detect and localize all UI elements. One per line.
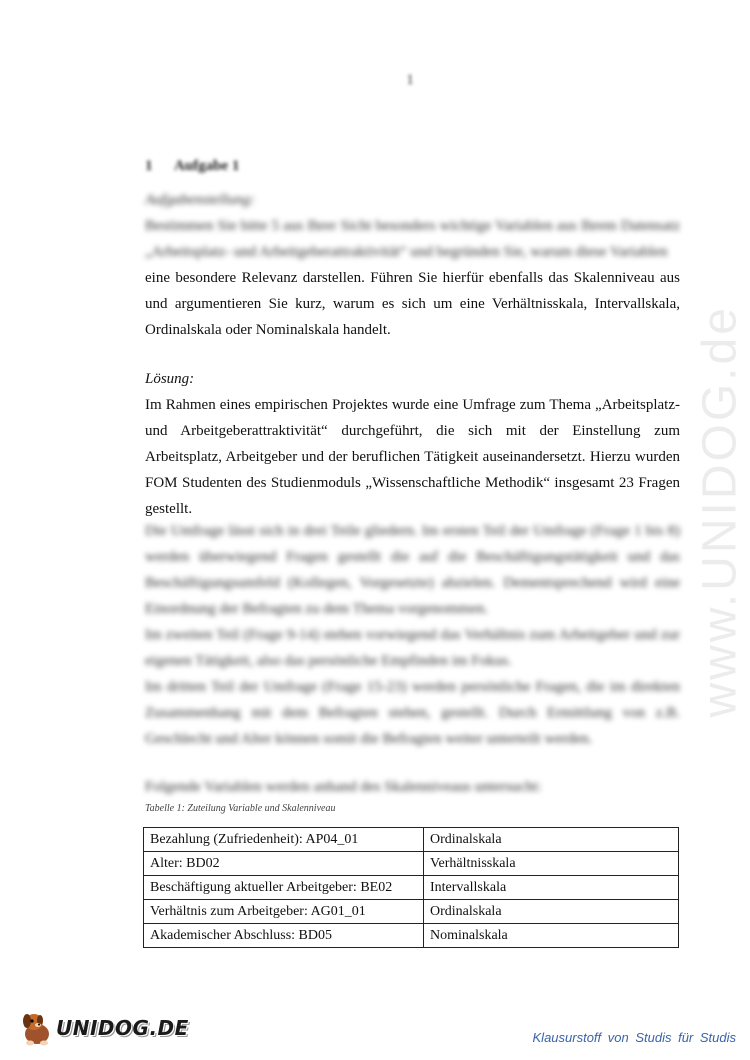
table-row bbox=[144, 900, 679, 924]
section-number: 1 bbox=[145, 158, 153, 174]
table-row bbox=[144, 828, 679, 852]
variable-cell: Akademischer Abschluss: BD05 bbox=[144, 924, 424, 948]
variable-cell: Alter: BD02 bbox=[144, 852, 424, 876]
dog-logo-icon bbox=[20, 1010, 54, 1046]
variables-table bbox=[143, 827, 679, 948]
scale-cell: Ordinalskala bbox=[424, 828, 679, 852]
solution-blurred-block bbox=[145, 518, 680, 752]
blurred-paragraph: Im zweiten Teil (Frage 9-14) stehen vorwiegend das Verhältnis zum Arbeitgeber und zur eigenen Tätigkeit, also das persönliche Empfinden im Fokus. bbox=[145, 627, 680, 669]
watermark-text: www.UNIDOG.de bbox=[693, 305, 747, 718]
variable-cell: Verhältnis zum Arbeitgeber: AG01_01 bbox=[144, 900, 424, 924]
logo-text: UNIDOG.DE bbox=[56, 1016, 189, 1040]
section-title: Aufgabe 1 bbox=[173, 158, 240, 174]
blurred-paragraph: Die Umfrage lässt sich in drei Teile gliedern. Im ersten Teil der Umfrage (Frage 1 bis 8) werden überwiegend Fragen gestellt die auf die Beschäftigungstätigkeit und das Beschäftigungsumfeld (Kollegen, Vorgesetzte) abzielen. Dementsprechend wird eine Einordnung der Befragten zu dem Thema vorgenommen. bbox=[145, 523, 680, 617]
solution-label: Lösung: bbox=[145, 371, 195, 387]
task-text: eine besondere Relevanz darstellen. Führen Sie hierfür ebenfalls das Skalenniveau aus und argumentieren Sie kurz, warum es sich um eine Verhältnisskala, Intervallskala, Ordinalskala oder Nominalskala handelt. bbox=[145, 270, 680, 338]
page-number: 1 bbox=[406, 72, 414, 88]
table-caption: Tabelle 1: Zuteilung Variable und Skalenniveau bbox=[145, 803, 336, 814]
scale-cell: Ordinalskala bbox=[424, 900, 679, 924]
table-row bbox=[144, 852, 679, 876]
scale-cell: Verhältnisskala bbox=[424, 852, 679, 876]
footer-logo[interactable] bbox=[20, 1010, 189, 1046]
blurred-paragraph: Im dritten Teil der Umfrage (Frage 15-23) werden persönliche Fragen, die im direkten Zusammenhang mit dem Befragten stehen, gestellt. Durch Ermittlung von z.B. Geschlecht und Alter können somit die Befragten weiter unterteilt werden. bbox=[145, 679, 680, 747]
scale-cell: Intervallskala bbox=[424, 876, 679, 900]
section-heading bbox=[145, 158, 239, 175]
scale-cell: Nominalskala bbox=[424, 924, 679, 948]
variable-cell: Bezahlung (Zufriedenheit): AP04_01 bbox=[144, 828, 424, 852]
task-blurred-text: Bestimmen Sie bitte 5 aus Ihrer Sicht besonders wichtige Variablen aus Ihrem Datensatz „Arbeitsplatz- und Arbeitgeberattraktivität“ und begründen Sie, warum diese Variablen bbox=[145, 218, 680, 260]
variables-intro: Folgende Variablen werden anhand des Skalenniveaus untersucht: bbox=[145, 779, 542, 795]
solution-text: Im Rahmen eines empirischen Projektes wurde eine Umfrage zum Thema „Arbeitsplatz- und Arbeitgeberattraktivität“ durchgeführt, die sich mit der Einstellung zum Arbeitsplatz, Arbeitgeber und der beruflichen Tätigkeit auseinandersetzt. Hierzu wurden FOM Studenten des Studienmoduls „Wissenschaftliche Methodik“ insgesamt 23 Fragen gestellt. bbox=[145, 397, 680, 517]
table-row bbox=[144, 876, 679, 900]
variable-cell: Beschäftigung aktueller Arbeitgeber: BE02 bbox=[144, 876, 424, 900]
footer-slogan: Klausurstoff von Studis für Studis bbox=[532, 1030, 736, 1045]
table-row bbox=[144, 924, 679, 948]
task-label: Aufgabenstellung: bbox=[145, 192, 255, 208]
